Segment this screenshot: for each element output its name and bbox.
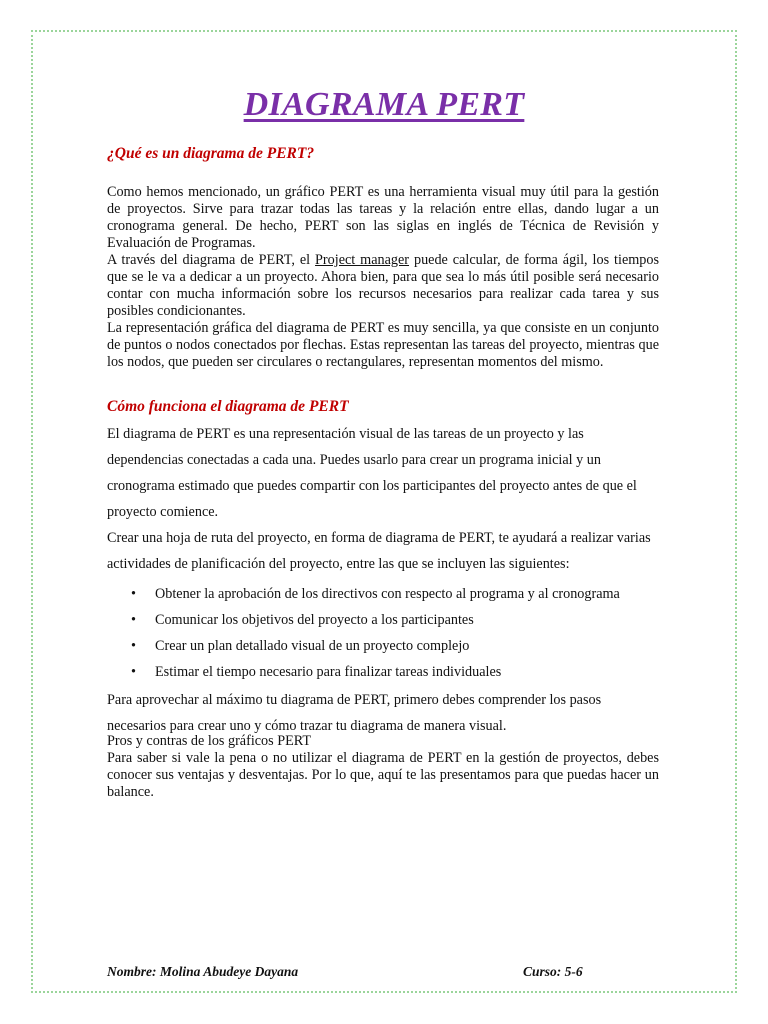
paragraph-text: A través del diagrama de PERT, el bbox=[107, 252, 316, 268]
bullet-icon: • bbox=[131, 586, 136, 602]
paragraph-pros-cons-title: Pros y contras de los gráficos PERT bbox=[107, 733, 312, 749]
project-manager-link[interactable]: Project manager bbox=[315, 252, 410, 268]
paragraph-balance: Para saber si vale la pena o no utilizar el diagrama de PERT en la gestión de proyectos, debes conocer sus ventajas y desventajas. Por lo que, aquí te las presentamos para que puedas hacer un balance. bbox=[107, 750, 659, 800]
paragraph-definition: Como hemos mencionado, un gráfico PERT es una herramienta visual muy útil para la gestión de proyectos. Sirve para trazar todas las tareas y la relación entre ellas, dando lugar a un cronograma general. De hecho, PERT son las siglas en inglés de Técnica de Revisión y Evaluación de Programas. bbox=[107, 184, 659, 251]
section-heading-como-funciona: Cómo funciona el diagrama de PERT bbox=[107, 398, 349, 415]
bullet-icon: • bbox=[131, 664, 136, 680]
list-item-text: Comunicar los objetivos del proyecto a los participantes bbox=[155, 612, 474, 628]
course-label: Curso: 5-6 bbox=[523, 964, 583, 979]
student-name: Nombre: Molina Abudeye Dayana bbox=[107, 964, 299, 979]
paragraph-project-manager bbox=[107, 252, 659, 320]
activities-list bbox=[107, 581, 659, 685]
paragraph-how-it-works: El diagrama de PERT es una representación visual de las tareas de un proyecto y las dependencias conectadas a cada una. Puedes usarlo para crear un programa inicial y un cronograma estimado que puedes compartir con los participantes del proyecto antes de que el proyecto comience. bbox=[107, 426, 637, 520]
section-heading-que-es: ¿Qué es un diagrama de PERT? bbox=[107, 145, 315, 162]
paragraph-roadmap: Crear una hoja de ruta del proyecto, en forma de diagrama de PERT, te ayudará a realizar varias actividades de planificación del proyecto, entre las que se incluyen las siguientes: bbox=[107, 530, 651, 572]
list-item bbox=[107, 659, 659, 685]
list-item-text: Estimar el tiempo necesario para finalizar tareas individuales bbox=[155, 664, 502, 680]
bullet-icon: • bbox=[131, 612, 136, 628]
paragraph-representation: La representación gráfica del diagrama de PERT es muy sencilla, ya que consiste en un conjunto de puntos o nodos conectados por flechas. Estas representan las tareas del proyecto, mientras que los nodos, que pueden ser circulares o rectangulares, representan momentos del mismo. bbox=[107, 320, 659, 370]
paragraph-text: puede calcular, de forma ágil, los tiempos que se le va a dedicar a un proyecto. Ahora bien, para que sea lo más útil posible será necesario contar con mucha información sobre los recursos necesarios para realizar cada tarea y sus posibles condicionantes. bbox=[107, 252, 659, 319]
document-body bbox=[107, 145, 659, 801]
list-item-text: Obtener la aprobación de los directivos con respecto al programa y al cronograma bbox=[155, 586, 620, 602]
list-item bbox=[107, 633, 659, 659]
list-item bbox=[107, 581, 659, 607]
paragraph-steps: Para aprovechar al máximo tu diagrama de PERT, primero debes comprender los pasos necesarios para crear uno y cómo trazar tu diagrama de manera visual. bbox=[107, 692, 602, 734]
list-item bbox=[107, 607, 659, 633]
document-title: DIAGRAMA PERT bbox=[243, 86, 525, 123]
bullet-icon: • bbox=[131, 638, 136, 654]
list-item-text: Crear un plan detallado visual de un proyecto complejo bbox=[155, 638, 470, 654]
